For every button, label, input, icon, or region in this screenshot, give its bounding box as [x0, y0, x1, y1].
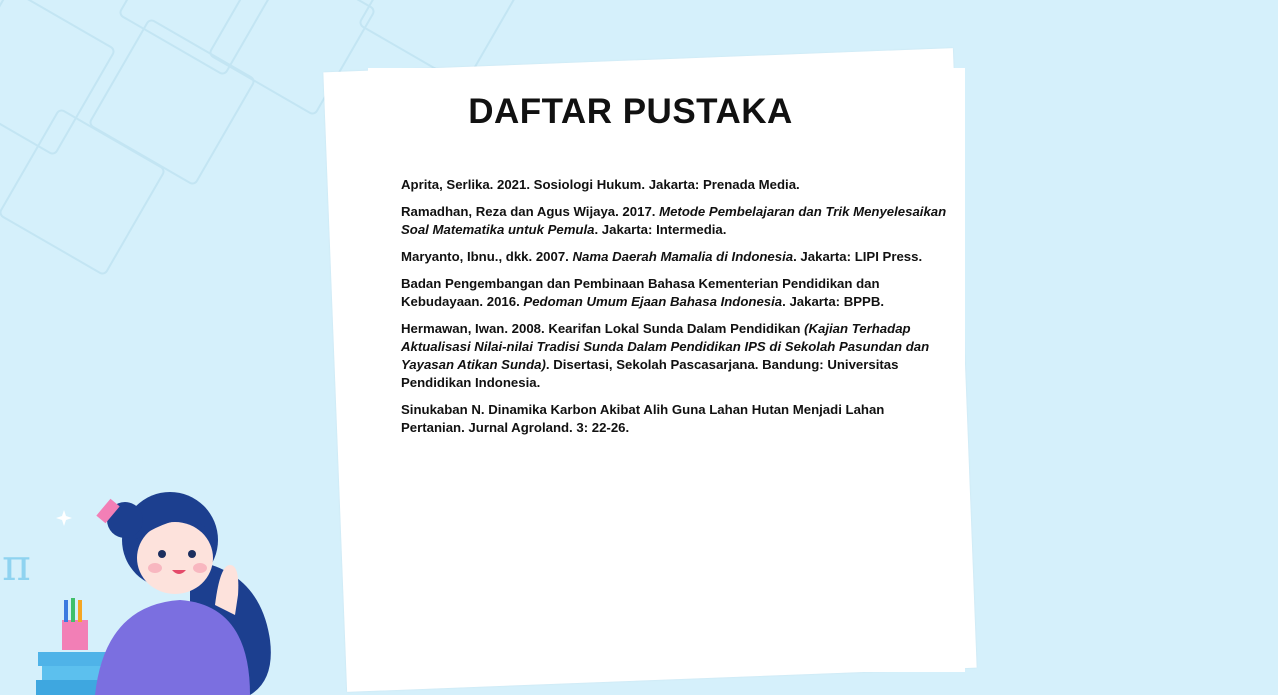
reference-item: [401, 275, 951, 311]
reference-text: Badan Pengembangan dan Pembinaan Bahasa Kementerian Pendidikan dan Kebudayaan. 2016.: [401, 276, 880, 309]
reference-list: [401, 176, 951, 446]
reference-text: Ramadhan, Reza dan Agus Wijaya. 2017.: [401, 204, 660, 219]
reference-item: [401, 176, 951, 194]
reference-text: Hermawan, Iwan. 2008. Kearifan Lokal Sunda Dalam Pendidikan: [401, 321, 805, 336]
reference-item: [401, 320, 951, 392]
reference-text: . Jakarta: Intermedia.: [594, 222, 727, 237]
sparkle-icon: [56, 510, 72, 526]
reference-text: Maryanto, Ibnu., dkk. 2007.: [401, 249, 573, 264]
reference-title: Nama Daerah Mamalia di Indonesia: [572, 249, 794, 264]
reference-text: . Disertasi, Sekolah Pascasarjana. Bandung: Universitas Pendidikan Indonesia.: [401, 357, 899, 390]
girl-illustration: [0, 480, 300, 695]
reference-text: . Jakarta: LIPI Press.: [793, 249, 923, 264]
page-title: DAFTAR PUSTAKA: [468, 92, 793, 131]
face: [137, 522, 213, 594]
reference-title: (Kajian Terhadap Aktualisasi Nilai-nilai Tradisi Sunda Dalam Pendidikan IPS di Sekolah Pasundan dan Yayasan Atikan Sunda): [401, 321, 930, 372]
pencil-cup: [62, 620, 88, 650]
pi-symbol: π: [2, 540, 31, 591]
reference-item: [401, 248, 951, 266]
books: [38, 652, 108, 666]
reference-text: Sinukaban N. Dinamika Karbon Akibat Alih Guna Lahan Hutan Menjadi Lahan Pertanian. Jurnal Agroland. 3: 22-26.: [401, 402, 885, 435]
reference-text: Aprita, Serlika. 2021. Sosiologi Hukum. Jakarta: Prenada Media.: [401, 177, 800, 192]
reference-title: Metode Pembelajaran dan Trik Menyelesaikan Soal Matematika untuk Pemula: [401, 204, 947, 237]
reference-item: [401, 401, 951, 437]
reference-title: Pedoman Umum Ejaan Bahasa Indonesia: [523, 294, 783, 309]
reference-item: [401, 203, 951, 239]
reference-text: . Jakarta: BPPB.: [782, 294, 885, 309]
